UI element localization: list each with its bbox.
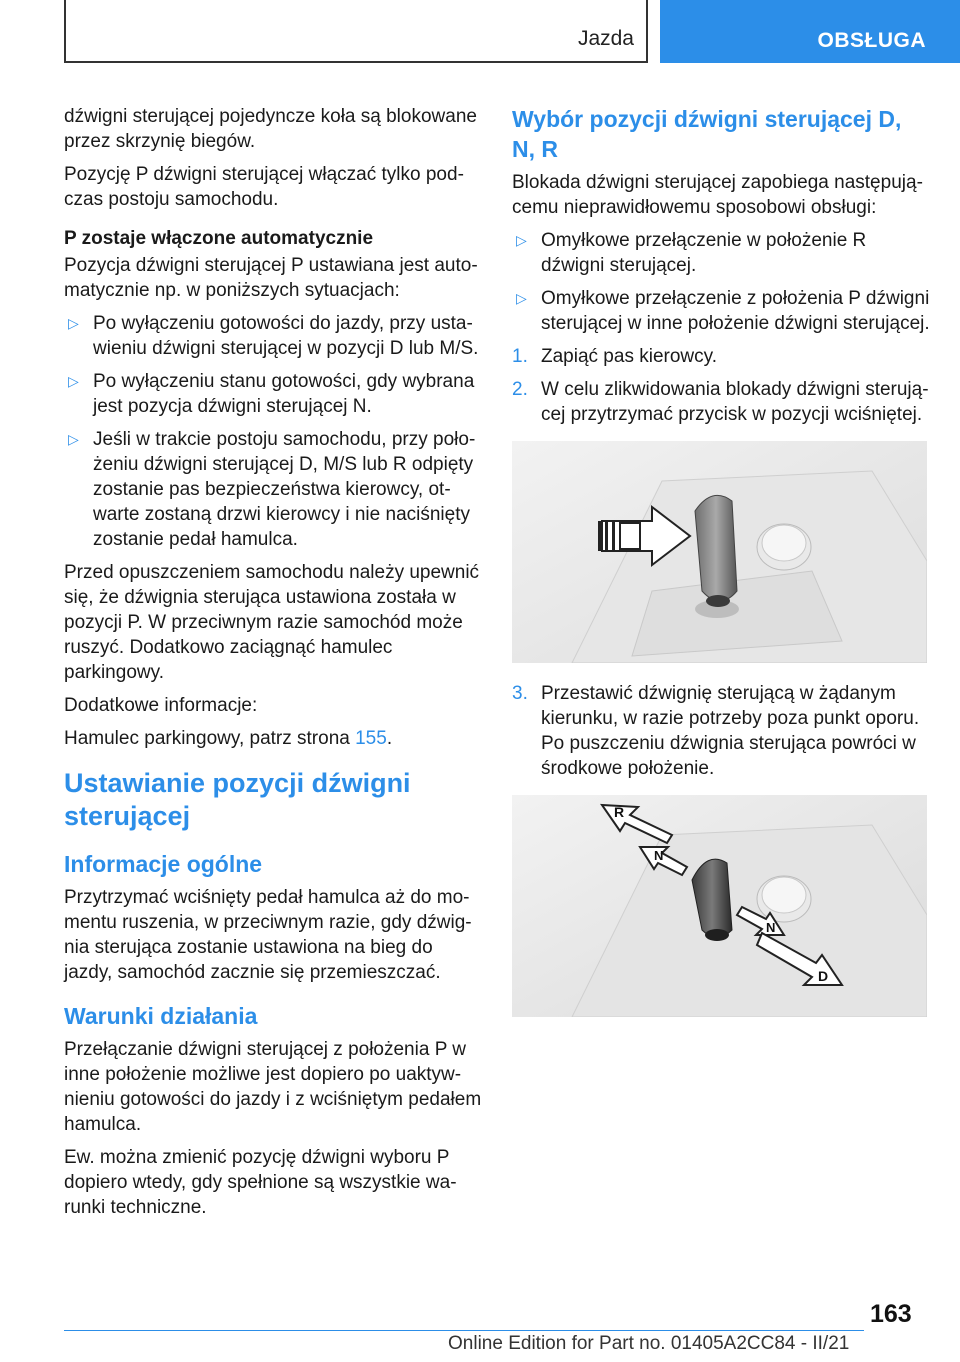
- bullet-list: [512, 228, 930, 336]
- subheading-auto-p: P zostaje włączone automatycznie: [64, 228, 374, 249]
- triangle-bullet-icon: ▷: [68, 431, 79, 447]
- list-item: [64, 427, 482, 552]
- cross-reference-text: Hamulec parkingowy, patrz strona: [64, 728, 356, 749]
- footer-edition: Online Edition for Part no. 01405A2CC84 - II/21: [448, 1333, 850, 1354]
- paragraph: Dodatkowe informacje:: [64, 695, 258, 716]
- page-header: [0, 0, 960, 66]
- paragraph: Pozycję P dźwigni sterującej włączać tylko podczas postoju samochodu.: [64, 164, 464, 210]
- subsection-heading-conditions: Warunki działania: [64, 1003, 258, 1029]
- triangle-bullet-icon: ▷: [68, 373, 79, 389]
- paragraph: Blokada dźwigni sterującej zapobiega następującemu nieprawidłowemu sposobowi obsługi:: [512, 172, 923, 218]
- gear-label-d: D: [818, 968, 829, 984]
- triangle-bullet-icon: ▷: [516, 290, 527, 306]
- gear-label-n-lower: N: [766, 920, 776, 935]
- gear-positions-svg: [512, 795, 927, 1017]
- step-item: [512, 681, 930, 781]
- bullet-list: [64, 311, 482, 552]
- section-heading: Ustawianie pozycji dźwigni sterującej: [64, 768, 411, 831]
- paragraph: Przełączanie dźwigni sterującej z położenia P w inne położenie możliwe jest dopiero po uaktywnieniu gotowości do jazdy i z wciśniętym pedałem hamulca.: [64, 1039, 482, 1135]
- list-item: [512, 286, 930, 336]
- paragraph: Ew. można zmienić pozycję dźwigni wyboru P dopiero wtedy, gdy spełnione są wszystkie warunki techniczne.: [64, 1147, 457, 1218]
- step-text: Przestawić dźwignię sterującą w żądanym kierunku, w razie potrzeby poza punkt oporu. Po puszczeniu dźwignia sterująca powróci w środkowe położenie.: [541, 683, 920, 779]
- step-item: [512, 377, 930, 427]
- paragraph: Pozycja dźwigni sterującej P ustawiana jest automatycznie np. w poniższych sytuacjach:: [64, 255, 478, 301]
- step-list: [512, 344, 930, 427]
- step-text: Zapiąć pas kierowcy.: [541, 346, 717, 367]
- left-column: [64, 104, 482, 1228]
- list-item: [64, 311, 482, 361]
- right-column: [512, 104, 930, 1035]
- chapter-tab-label: OBSŁUGA: [817, 29, 926, 52]
- header-frame: [64, 0, 648, 63]
- paragraph: Przed opuszczeniem samochodu należy upewnić się, że dźwignia sterująca ustawiona została w pozycji P. W przeciwnym razie samochód może ruszyć. Dodatkowo zaciągnąć hamulec parkingowy.: [64, 562, 480, 683]
- gear-positions-illustration: [512, 795, 927, 1017]
- list-item: [512, 228, 930, 278]
- subsection-heading-select: Wybór pozycji dźwigni sterującej D, N, R: [512, 106, 902, 162]
- page-number: 163: [870, 1300, 912, 1328]
- list-item-text: Jeśli w trakcie postoju samochodu, przy położeniu dźwigni sterującej D, M/S lub R odpięty zostanie pas bezpieczeństwa kierowcy, otwarte zostaną drzwi kierowcy i nie naciśnięty zostanie pedał hamulca.: [93, 429, 476, 550]
- gear-lever-button-illustration: [512, 441, 927, 663]
- step-number: 2.: [512, 379, 528, 400]
- paragraph: dźwigni sterującej pojedyncze koła są blokowane przez skrzynię biegów.: [64, 106, 477, 152]
- list-item: [64, 369, 482, 419]
- step-number: 3.: [512, 683, 528, 704]
- cross-reference: [64, 726, 482, 751]
- list-item-text: Omyłkowe przełączenie w położenie R dźwigni sterującej.: [541, 230, 867, 276]
- list-item-text: Po wyłączeniu stanu gotowości, gdy wybrana jest pozycja dźwigni sterującej N.: [93, 371, 475, 417]
- list-item-text: Po wyłączeniu gotowości do jazdy, przy ustawieniu dźwigni sterującej w pozycji D lub M/S.: [93, 313, 479, 359]
- step-list: [512, 681, 930, 781]
- chapter-tab[interactable]: [660, 0, 960, 63]
- paragraph: Przytrzymać wciśnięty pedał hamulca aż do momentu ruszenia, w przeciwnym razie, gdy dźwignia sterująca zostanie ustawiona na bieg do jazdy, samochód zacznie się przemieszczać.: [64, 887, 472, 983]
- page-link[interactable]: 155: [355, 728, 387, 749]
- footer-divider: [64, 1330, 864, 1331]
- triangle-bullet-icon: ▷: [516, 232, 527, 248]
- gear-label-n-upper: N: [654, 848, 664, 863]
- gear-label-r: R: [614, 804, 625, 820]
- list-item-text: Omyłkowe przełączenie z położenia P dźwigni sterującej w inne położenie dźwigni sterującej.: [541, 288, 930, 334]
- cross-reference-end: .: [386, 728, 393, 749]
- step-item: [512, 344, 930, 369]
- gear-lever-button-svg: [512, 441, 927, 663]
- subsection-heading-general: Informacje ogólne: [64, 851, 263, 877]
- section-title: Jazda: [577, 27, 634, 50]
- triangle-bullet-icon: ▷: [68, 315, 79, 331]
- step-number: 1.: [512, 346, 528, 367]
- step-text: W celu zlikwidowania blokady dźwigni sterującej przytrzymać przycisk w pozycji wciśniętej.: [541, 379, 929, 425]
